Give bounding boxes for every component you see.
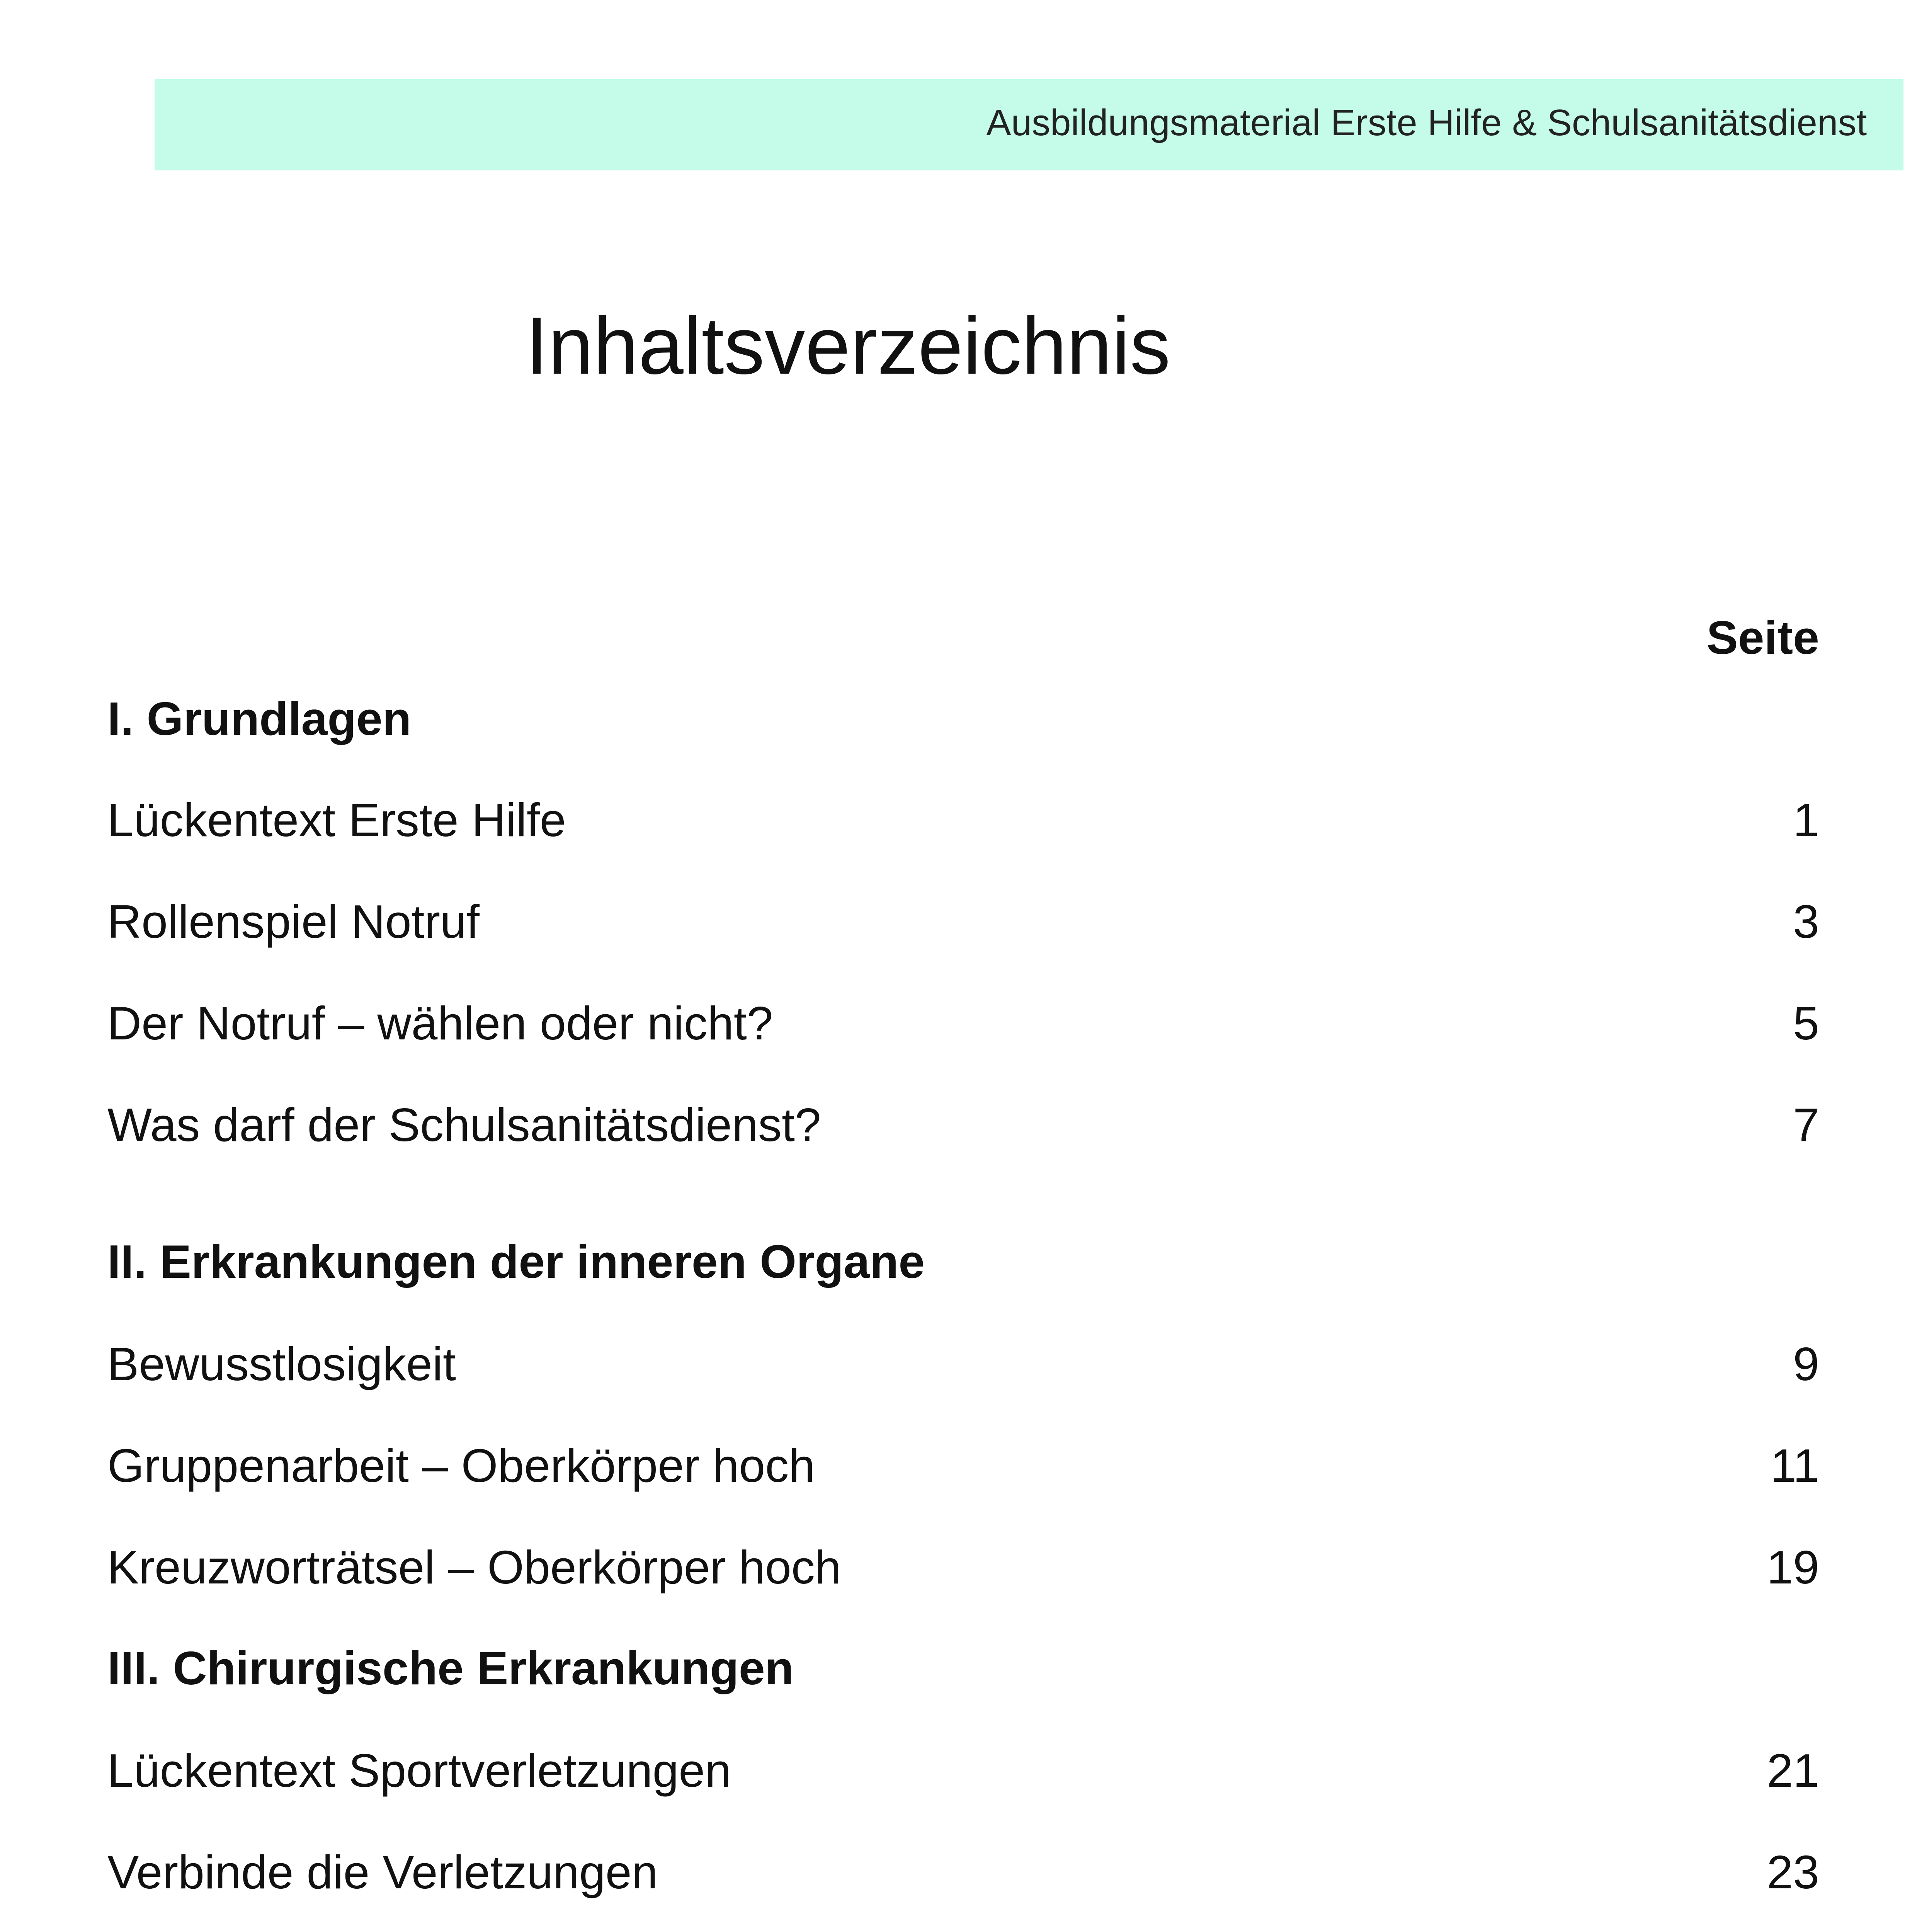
toc-entry[interactable] <box>107 894 1819 950</box>
page-title: Inhaltsverzeichnis <box>526 300 1171 391</box>
toc-entry-page: 3 <box>1793 895 1819 948</box>
toc-entry-page: 11 <box>1770 1439 1819 1492</box>
toc-entry[interactable] <box>107 1097 1819 1153</box>
toc-entry-page: 7 <box>1793 1099 1819 1151</box>
toc-entry-page: 5 <box>1793 997 1819 1049</box>
toc-entry[interactable] <box>107 1844 1819 1900</box>
toc-entry-title: Bewusstlosigkeit <box>107 1338 456 1390</box>
toc-entry-title: Lückentext Sportverletzungen <box>107 1744 731 1797</box>
toc-entry[interactable] <box>107 792 1819 848</box>
section-heading-grundlagen: I. Grundlagen <box>107 692 412 745</box>
toc-entry[interactable] <box>107 1743 1819 1799</box>
toc-entry-title: Kreuzworträtsel – Oberkörper hoch <box>107 1541 841 1594</box>
section-heading-innere-organe: II. Erkrankungen der inneren Organe <box>107 1235 925 1288</box>
page-column-label: Seite <box>1706 611 1819 664</box>
toc-entry-title: Verbinde die Verletzungen <box>107 1846 658 1898</box>
toc-entry[interactable] <box>107 1539 1819 1595</box>
toc-entry-title: Lückentext Erste Hilfe <box>107 794 566 846</box>
toc-entry[interactable] <box>107 995 1819 1051</box>
toc-entry-page: 1 <box>1793 794 1819 846</box>
toc-entry-page: 21 <box>1767 1744 1819 1797</box>
toc-entry-title: Gruppenarbeit – Oberkörper hoch <box>107 1439 815 1492</box>
toc-entry[interactable] <box>107 1336 1819 1392</box>
toc-entry-title: Der Notruf – wählen oder nicht? <box>107 997 773 1049</box>
toc-entry-title: Rollenspiel Notruf <box>107 895 480 948</box>
header-text: Ausbildungsmaterial Erste Hilfe & Schulsanitätsdienst <box>986 102 1867 143</box>
toc-entry-page: 23 <box>1767 1846 1819 1898</box>
header-band <box>155 79 1903 170</box>
toc-entry-title: Was darf der Schulsanitätsdienst? <box>107 1099 821 1151</box>
section-heading-chirurgische: III. Chirurgische Erkrankungen <box>107 1642 794 1694</box>
toc-entry-page: 19 <box>1767 1541 1819 1594</box>
toc-entry[interactable] <box>107 1438 1819 1494</box>
toc-entry-page: 9 <box>1793 1338 1819 1390</box>
